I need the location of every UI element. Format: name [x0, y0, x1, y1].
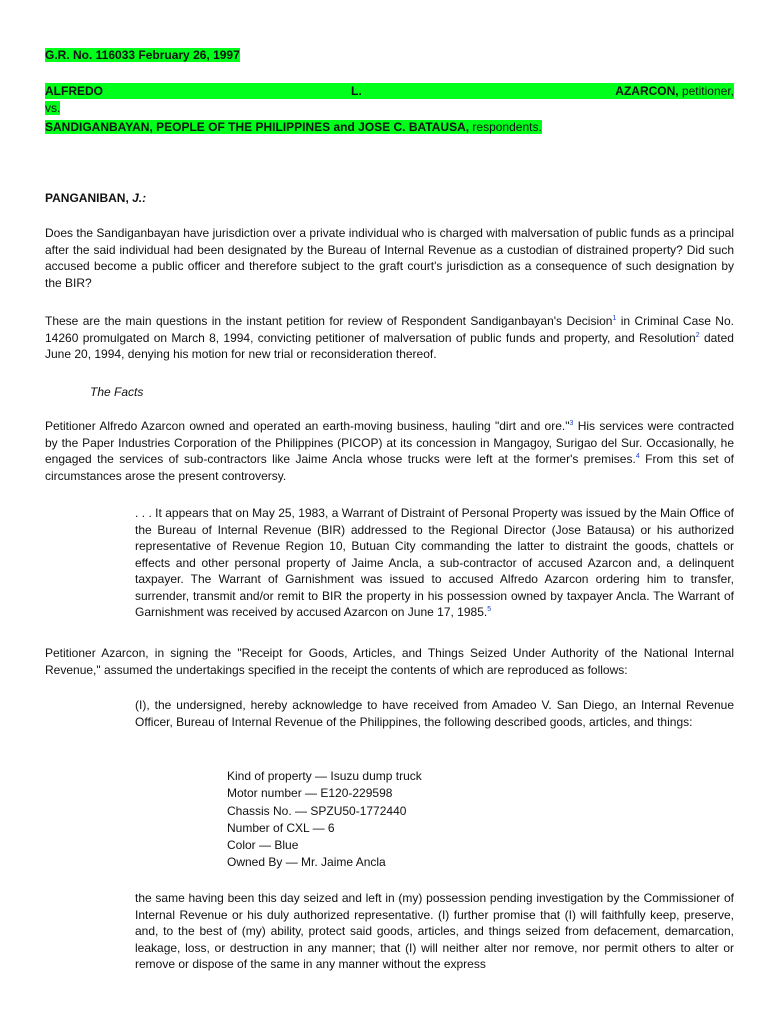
property-kind: Kind of property — Isuzu dump truck — [227, 769, 422, 783]
paragraph-3-c: From this set of circumstances arose the present controversy. — [45, 452, 734, 483]
footnote-link-1[interactable]: 1 — [612, 315, 617, 322]
property-chassis: Chassis No. — SPZU50-1772440 — [227, 803, 407, 818]
block-quote-1 — [135, 505, 734, 621]
respondents-line — [45, 119, 542, 136]
footnote-link-2[interactable]: 2 — [695, 331, 700, 339]
paragraph-3-b: His services were contracted by the Paper Industries Corporation of the Philippines (PICOP) at its concession in Mangagoy, Surigao del Sur. Occasionally, he engaged the services of sub-contractors like Jaime Ancla whose trucks were left at the former's premises. — [45, 419, 734, 466]
versus-line — [45, 100, 60, 117]
property-list — [227, 768, 422, 872]
paragraph-1: Does the Sandiganbayan have jurisdiction over a private individual who is charged with malversation of public funds as a principal after the said individual had been designated by the Bureau of Internal Revenue as a custodian of distrained property? Did such accused become a public officer and therefore subject to the graft court's jurisdiction as a consequence of such designation by the BIR? — [45, 226, 734, 290]
property-motor: Motor number — E120-229598 — [227, 786, 393, 801]
paragraph-2-c: dated June 20, 1994, denying his motion for new trial or reconsideration thereof. — [45, 330, 734, 361]
footnote-link-5[interactable]: 5 — [487, 606, 492, 613]
ponente — [45, 190, 146, 207]
paragraph-2-b: in Criminal Case No. 14260 promulgated on March 8, 1994, convicting petitioner of malversation of public funds and property, and Resolution — [45, 314, 734, 345]
paragraph-2 — [45, 313, 734, 363]
facts-heading: The Facts — [90, 385, 144, 399]
property-owner: Owned By — Mr. Jaime Ancla — [227, 855, 386, 870]
footnote-link-3[interactable]: 3 — [569, 420, 574, 427]
ponente-suffix: J.: — [132, 191, 147, 205]
paragraph-3-a: Petitioner Alfredo Azarcon owned and operated an earth-moving business, hauling "dirt and ore." — [45, 419, 570, 433]
petitioner-middle-initial: L. — [351, 84, 362, 98]
petitioner-first-name: ALFREDO — [45, 84, 103, 98]
ponente-name: PANGANIBAN, — [45, 191, 133, 205]
respondents-names: SANDIGANBAYAN, PEOPLE OF THE PHILIPPINES and JOSE C. BATAUSA, — [45, 120, 470, 134]
block-quote-3: the same having been this day seized and left in (my) possession pending investigation by the Commissioner of Internal Revenue or his duly authorized representative. (I) further promise that (I) will faithfully keep, preserve, and, to the best of (my) ability, protect said goods, articles, and things seized from defacement, demarcation, leakage, loss, or destruction in any manner; that (I) will neither alter nor remove, nor permit others to alter or remove or dispose of the same in any manner without the express — [135, 891, 734, 971]
footnote-link-4[interactable]: 4 — [635, 453, 640, 460]
block-quote-1-text: . . . It appears that on May 25, 1983, a Warrant of Distraint of Personal Property was issued by the Main Office of the Bureau of Internal Revenue (BIR) addressed to the Regional Director (Jose Batausa) or his authorized representative of Revenue Region 10, Butuan City commanding the latter to distraint the goods, chattels or effects and other personal property of Jaime Ancla, a sub-contractor of accused Azarcon and, a delinquent taxpayer. The Warrant of Garnishment was issued to accused Alfredo Azarcon ordering him to transfer, surrender, transmit and/or remit to BIR the property in his possession owned by taxpayer Ancla. The Warrant of Garnishment was received by accused Azarcon on June 17, 1985. — [135, 506, 734, 619]
petitioner-last-name: AZARCON, — [615, 84, 679, 98]
property-cxl: Number of CXL — 6 — [227, 820, 335, 835]
case-number — [45, 47, 240, 64]
paragraph-4: Petitioner Azarcon, in signing the "Receipt for Goods, Articles, and Things Seized Under Authority of the National Internal Revenue," assumed the undertakings specified in the receipt the contents of which are reproduced as follows: — [45, 646, 734, 677]
paragraph-3 — [45, 418, 734, 484]
block-quote-2: (I), the undersigned, hereby acknowledge to have received from Amadeo V. San Diego, an Internal Revenue Officer, Bureau of Internal Revenue of the Philippines, the following described goods, articles, and things: — [135, 698, 734, 729]
property-color: Color — Blue — [227, 838, 299, 853]
paragraph-2-a: These are the main questions in the instant petition for review of Respondent Sandiganbayan's Decision — [45, 314, 613, 328]
petitioner-line — [45, 83, 734, 99]
petitioner-role: petitioner, — [678, 84, 734, 98]
case-number-text: G.R. No. 116033 February 26, 1997 — [45, 48, 240, 62]
petitioner-last-name-wrap — [615, 83, 734, 100]
respondents-role: respondents. — [469, 120, 542, 134]
versus-text: vs. — [45, 101, 61, 115]
